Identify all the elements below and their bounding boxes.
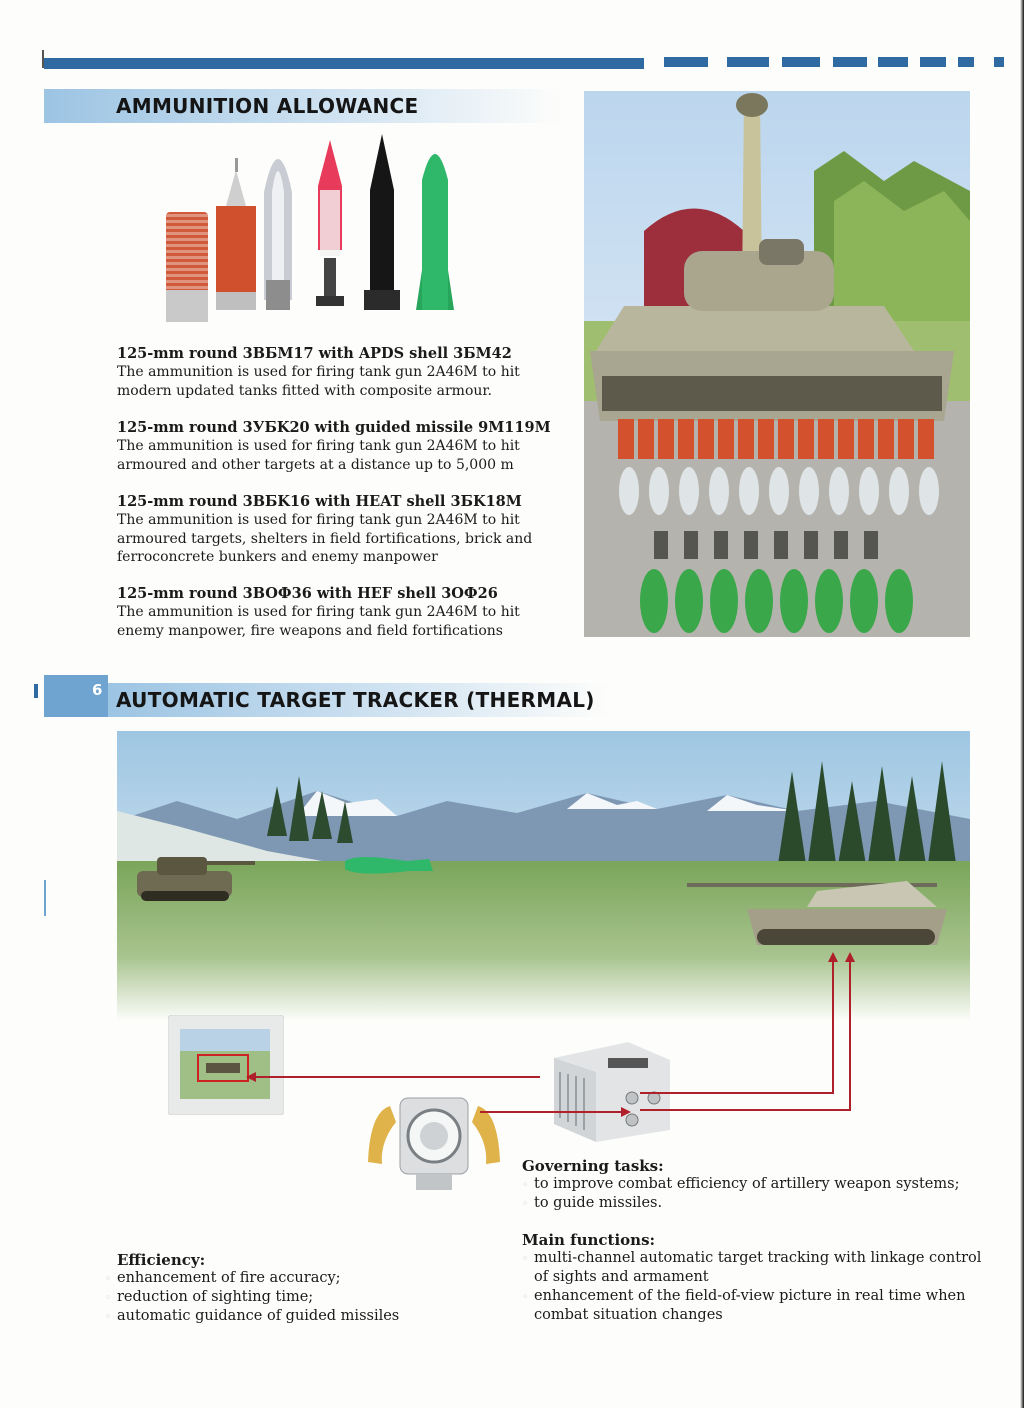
main-function-item: ◦ multi-channel automatic target tracking with linkage control [534,1249,982,1268]
efficiency [117,1251,497,1326]
efficiency-item: ◦ reduction of sighting time; [117,1288,497,1307]
ammunition-item-line: The ammunition is used for firing tank gun 2A46M to hit [117,438,520,454]
ammunition-item-line: armoured targets, shelters in field fortifications, brick and [117,530,533,547]
efficiency-item: ◦ enhancement of fire accuracy; [117,1269,497,1288]
ammunition-item-line: armoured and other targets at a distance up to 5,000 m [117,456,514,473]
page-number: 6 [92,681,103,699]
main-functions-title: Main functions: [522,1231,656,1249]
main-functions [522,1231,982,1325]
efficiency-item: ◦ automatic guidance of guided missiles [117,1307,497,1326]
ammunition-item-line: ferroconcrete bunkers and enemy manpower [117,549,438,565]
ammunition-item-title: 125-mm round 3BБK16 with HEAT shell 3БK18M [117,493,522,510]
governing-tasks [522,1157,982,1213]
page-edge [1020,0,1024,1408]
ammunition-item-line: The ammunition is used for firing tank gun 2A46M to hit [117,364,520,380]
main-function-item: ◦ enhancement of the field-of-view picture in real time when [534,1287,982,1306]
governing-task-item: ◦ to improve combat efficiency of artillery weapon systems; [534,1175,982,1194]
ammunition-item-line: The ammunition is used for firing tank gun 2A46M to hit [117,512,520,528]
ammunition-heading-text: AMMUNITION ALLOWANCE [116,94,419,118]
ammunition-item-line: modern updated tanks fitted with composite armour. [117,382,492,399]
efficiency-title: Efficiency: [117,1251,206,1269]
ammunition-item-title: 125-mm round 3BБM17 with APDS shell 3БM42 [117,345,512,362]
ammunition-item-line: enemy manpower, fire weapons and field fortifications [117,622,503,639]
ammunition-item-title: 125-mm round 3BOФ36 with HEF shell 3OФ26 [117,585,498,602]
governing-tasks-title: Governing tasks: [522,1157,664,1175]
main-function-item: of sights and armament [534,1269,709,1285]
ammunition-item-title: 125-mm round 3УБK20 with guided missile 9M119M [117,419,551,436]
tracker-heading-text: AUTOMATIC TARGET TRACKER (THERMAL) [116,688,595,712]
main-function-item: combat situation changes [534,1307,723,1323]
governing-task-item: ◦ to guide missiles. [534,1194,982,1213]
ammunition-item-line: The ammunition is used for firing tank gun 2A46M to hit [117,604,520,620]
